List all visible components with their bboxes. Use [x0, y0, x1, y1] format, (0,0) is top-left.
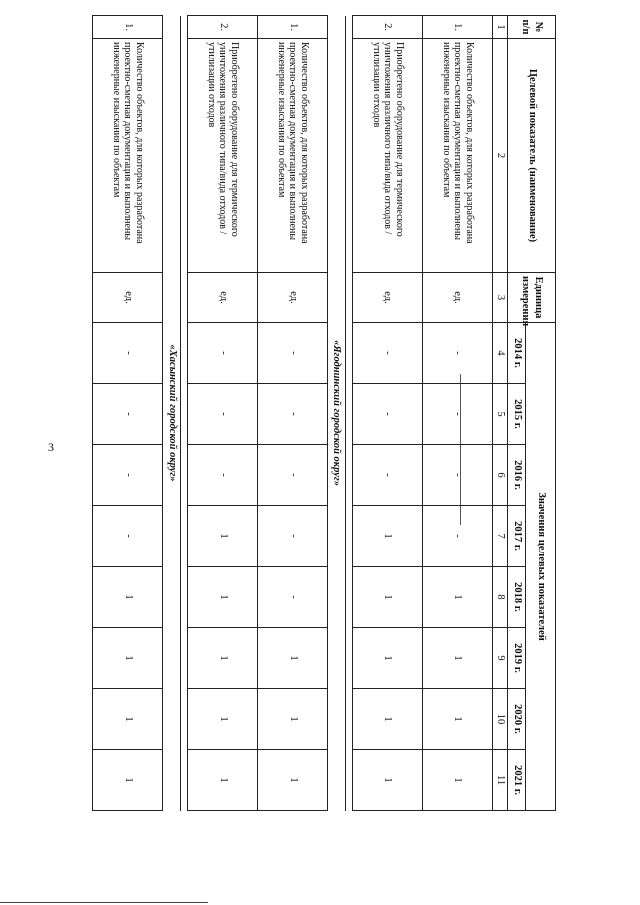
row-num: 1. [93, 16, 163, 39]
row-num: 2. [352, 16, 422, 39]
section-title: «Ягоднинский городской округ» [327, 16, 345, 811]
gap-cell [345, 16, 352, 811]
table-row [93, 16, 163, 811]
row-value: - [352, 384, 422, 445]
header-name: Целевой показатель (наименование) [508, 39, 556, 273]
row-value: - [257, 506, 327, 567]
row-value: - [188, 445, 258, 506]
header-col-number: 3 [492, 273, 507, 323]
row-value: 1 [93, 750, 163, 811]
header-unit: Единица измерения [508, 273, 556, 323]
gap-cell [181, 16, 188, 811]
row-value: 1 [188, 750, 258, 811]
row-unit: ед. [352, 273, 422, 323]
header-col-number: 5 [492, 384, 507, 445]
section-title-row [327, 16, 345, 811]
rotated-table-page [92, 15, 556, 810]
header-col-number: 1 [492, 16, 507, 39]
header-col-number: 4 [492, 323, 507, 384]
row-value: - [188, 384, 258, 445]
row-value: 1 [352, 567, 422, 628]
row-num: 1. [257, 16, 327, 39]
row-value: 1 [352, 506, 422, 567]
row-value: - [257, 445, 327, 506]
row-name: Приобретено оборудование для термического уничтожения различного типа/вида отходов /утилизации отходов [188, 39, 258, 273]
header-col-number: 11 [492, 750, 507, 811]
bottom-rule [0, 902, 208, 903]
row-value: 1 [352, 689, 422, 750]
row-value: - [93, 323, 163, 384]
row-value: - [93, 506, 163, 567]
header-col-number: 2 [492, 39, 507, 273]
header-col-number: 7 [492, 506, 507, 567]
section-title-row [163, 16, 181, 811]
row-value: 1 [257, 689, 327, 750]
section-gap [181, 16, 188, 811]
row-value: 1 [352, 750, 422, 811]
row-unit: ед. [188, 273, 258, 323]
row-num: 2. [188, 16, 258, 39]
header-col-number: 10 [492, 689, 507, 750]
row-name: Количество объектов, для которых разработана проектно-сметная документация и выполнены инженерные изыскания по объектам [422, 39, 492, 273]
row-value: 1 [93, 628, 163, 689]
section-title: «Хасынский городской округ» [163, 16, 181, 811]
header-year: 2019 г. [508, 628, 526, 689]
page-number: 3 [48, 440, 54, 454]
header-year: 2017 г. [508, 506, 526, 567]
row-name: Количество объектов, для которых разработана проектно-сметная документация и выполнены инженерные изыскания по объектам [257, 39, 327, 273]
row-name: Приобретено оборудование для термического уничтожения различного типа/вида отходов /утилизации отходов [352, 39, 422, 273]
header-year: 2014 г. [508, 323, 526, 384]
target-indicators-table [92, 15, 556, 811]
row-value: 1 [93, 689, 163, 750]
row-value: 1 [188, 567, 258, 628]
row-value: 1 [188, 628, 258, 689]
header-year: 2016 г. [508, 445, 526, 506]
row-value: 1 [188, 689, 258, 750]
row-value: 1 [422, 567, 492, 628]
row-unit: ед. [257, 273, 327, 323]
row-name: Количество объектов, для которых разработана проектно-сметная документация и выполнены инженерные изыскания по объектам [93, 39, 163, 273]
row-value: - [93, 384, 163, 445]
header-year: 2018 г. [508, 567, 526, 628]
header-col-number: 8 [492, 567, 507, 628]
table-body [93, 16, 493, 811]
row-value: - [188, 323, 258, 384]
header-year: 2020 г. [508, 689, 526, 750]
row-value: - [352, 445, 422, 506]
row-value: 1 [257, 628, 327, 689]
row-value: - [257, 384, 327, 445]
row-value: - [422, 445, 492, 506]
row-unit: ед. [93, 273, 163, 323]
row-value: - [257, 567, 327, 628]
table-row [422, 16, 492, 811]
table-row [188, 16, 258, 811]
header-col-number: 6 [492, 445, 507, 506]
header-year: 2021 г. [508, 750, 526, 811]
row-value: - [422, 384, 492, 445]
row-value: 1 [422, 750, 492, 811]
row-value: - [352, 323, 422, 384]
header-col-number: 9 [492, 628, 507, 689]
section-gap [345, 16, 352, 811]
row-value: - [422, 323, 492, 384]
row-value: - [422, 506, 492, 567]
row-value: - [257, 323, 327, 384]
row-num: 1. [422, 16, 492, 39]
row-unit: ед. [422, 273, 492, 323]
row-value: 1 [422, 628, 492, 689]
row-value: 1 [422, 689, 492, 750]
table-row [257, 16, 327, 811]
table-header [492, 16, 555, 811]
table-row [352, 16, 422, 811]
header-num: № п/п [508, 16, 556, 39]
row-value: - [93, 445, 163, 506]
header-values-group: Значения целевых показателей [526, 323, 556, 811]
row-value: 1 [93, 567, 163, 628]
row-value: 1 [257, 750, 327, 811]
row-value: 1 [352, 628, 422, 689]
row-value: 1 [188, 506, 258, 567]
header-year: 2015 г. [508, 384, 526, 445]
